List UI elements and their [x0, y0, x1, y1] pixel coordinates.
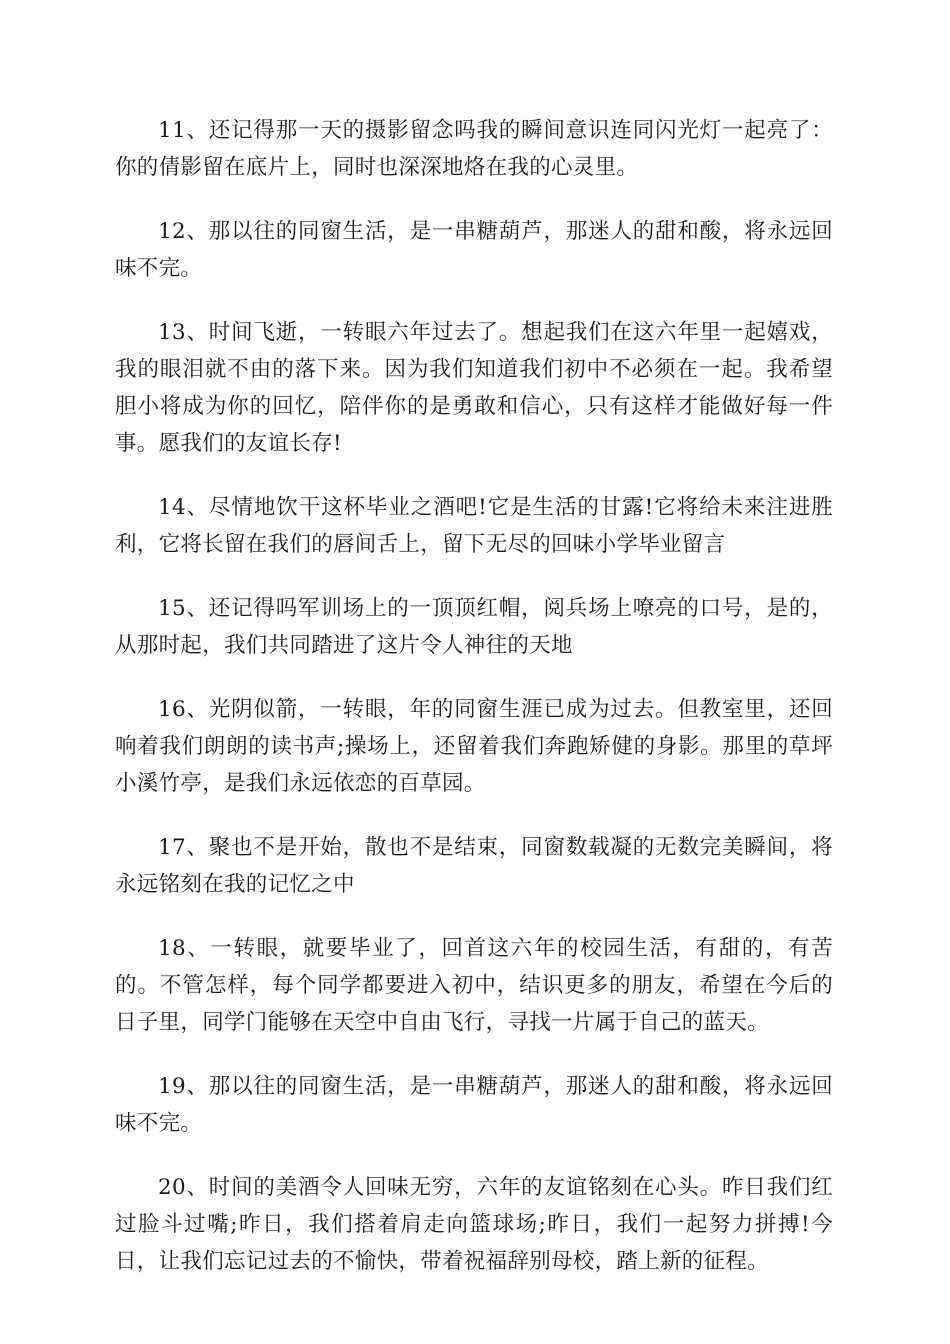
paragraph-16: 16、光阴似箭，一转眼，年的同窗生涯已成为过去。但教室里，还回响着我们朗朗的读书声;操场上，还留着我们奔跑矫健的身影。那里的草坪小溪竹亭，是我们永远依恋的百草园。	[115, 697, 833, 796]
document-body	[115, 112, 833, 1307]
paragraph-20: 20、时间的美酒令人回味无穷，六年的友谊铭刻在心头。昨日我们红过脸斗过嘴;昨日，我们搭着肩走向篮球场;昨日，我们一起努力拼搏!今日，让我们忘记过去的不愉快，带着祝福辞别母校，踏上新的征程。	[115, 1175, 833, 1274]
paragraph-13: 13、时间飞逝，一转眼六年过去了。想起我们在这六年里一起嬉戏，我的眼泪就不由的落下来。因为我们知道我们初中不必须在一起。我希望胆小将成为你的回忆，陪伴你的是勇敢和信心，只有这样才能做好每一件事。愿我们的友谊长存!	[115, 320, 833, 456]
paragraph-19: 19、那以往的同窗生活，是一串糖葫芦，那迷人的甜和酸，将永远回味不完。	[115, 1074, 833, 1136]
paragraph-17: 17、聚也不是开始，散也不是结束，同窗数载凝的无数完美瞬间，将永远铭刻在我的记忆之中	[115, 835, 833, 897]
paragraph-15: 15、还记得吗军训场上的一顶顶红帽，阅兵场上嘹亮的口号，是的，从那时起，我们共同踏进了这片令人神往的天地	[115, 596, 833, 658]
paragraph-12: 12、那以往的同窗生活，是一串糖葫芦，那迷人的甜和酸，将永远回味不完。	[115, 219, 833, 281]
paragraph-14: 14、尽情地饮干这杯毕业之酒吧!它是生活的甘露!它将给未来注进胜利，它将长留在我们的唇间舌上，留下无尽的回味小学毕业留言	[115, 495, 833, 557]
paragraph-18: 18、一转眼，就要毕业了，回首这六年的校园生活，有甜的，有苦的。不管怎样，每个同学都要进入初中，结识更多的朋友，希望在今后的日子里，同学门能够在天空中自由飞行，寻找一片属于自己的蓝天。	[115, 936, 833, 1035]
paragraph-11: 11、还记得那一天的摄影留念吗我的瞬间意识连同闪光灯一起亮了：你的倩影留在底片上，同时也深深地烙在我的心灵里。	[115, 118, 833, 180]
